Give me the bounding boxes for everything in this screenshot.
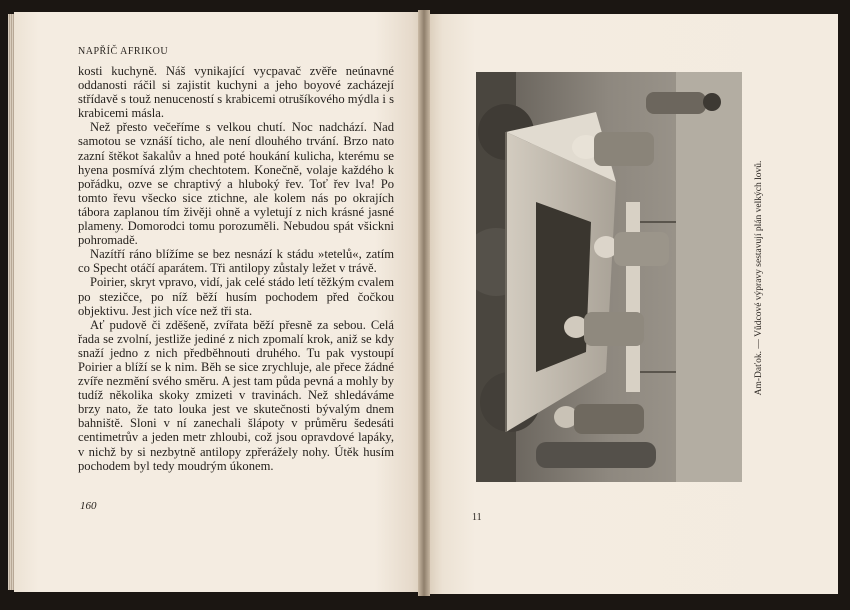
body-text (78, 64, 394, 473)
page-number-right: 11 (472, 512, 482, 523)
photo-illustration (476, 72, 742, 482)
paragraph-1: kosti kuchyně. Náš vynikající vycpavač zvěře neúnavné oddanosti ráčil si zajistit kuchyni a jeho boyové zacházejí střídavě s touž nenuceností s krabicemi otrušíkového mýdla i s krabicemi másla. (78, 64, 394, 121)
photo-caption-text: Am-Daťok. — Vůdcové výpravy sestavují plán velkých lovů. (754, 160, 764, 396)
photo-caption (752, 76, 766, 480)
paragraph-5: Ať pudově či zděšeně, zvířata běží přesně za sebou. Celá řada se zvolní, jestliže jediné z nich zpomalí krok, aniž se kdy snaží jedno z nich předběhnouti druhého. Tu pak vystoupí Poirier a blíží se k nim. Běh se sice zrychluje, ale přece žádné zvíře nezmění svého směru. A jest tam půda pevná a mohly by tudíž několika skoky zmizeti v travinách. Než shledáváme brzy nato, že tato louka jest ve skutečnosti bývalým dnem bahniště. Sloni v ní zanechali šlápoty v průměru šedesáti centimetrův a jeden metr zhloubi, což jsou opravdové lapáky, v nichž by si nezbytně antilopy zpřerážely nohy. Útěk husím pochodem byl tedy moudrým úkonem. (78, 317, 394, 473)
expedition-camp-photo (476, 72, 742, 482)
running-head: NAPŘÍČ AFRIKOU (78, 46, 169, 57)
paragraph-4: Poirier, skryt vpravo, vidí, jak celé stádo letí těžkým cvalem po stezičce, po níž běží husím pochodem před čočkou objektivu. Jest jich více než tři sta. (78, 275, 394, 318)
book-gutter (418, 10, 430, 596)
paragraph-2: Než přesto večeříme s velkou chutí. Noc nadchází. Nad samotou se vznáší ticho, ale není dlouhého trvání. Brzo nato zazní štěkot šakalův a hned poté houkání kulicha, kterému se hyena posmívá zlým chechtotem. Konečně, volaje každého k pořádku, ozve se chraptivý a hluboký řev. Toť řev lva! Po tomto řevu všecko sice ztichne, ale kolem nás po okrajích tábora zaplanou tím živěji ohně a vyletují z nich krásné jasné plameny. Domorodci tomu porozuměli. Nebudou spát všickni pohromadě. (78, 120, 394, 248)
paragraph-3: Nazítří ráno blížíme se bez nesnází k stádu »tetelů«, zatím co Specht otáčí aparátem. Tři antilopy zůstaly ležet v trávě. (78, 247, 394, 276)
page-number-left: 160 (80, 500, 97, 512)
